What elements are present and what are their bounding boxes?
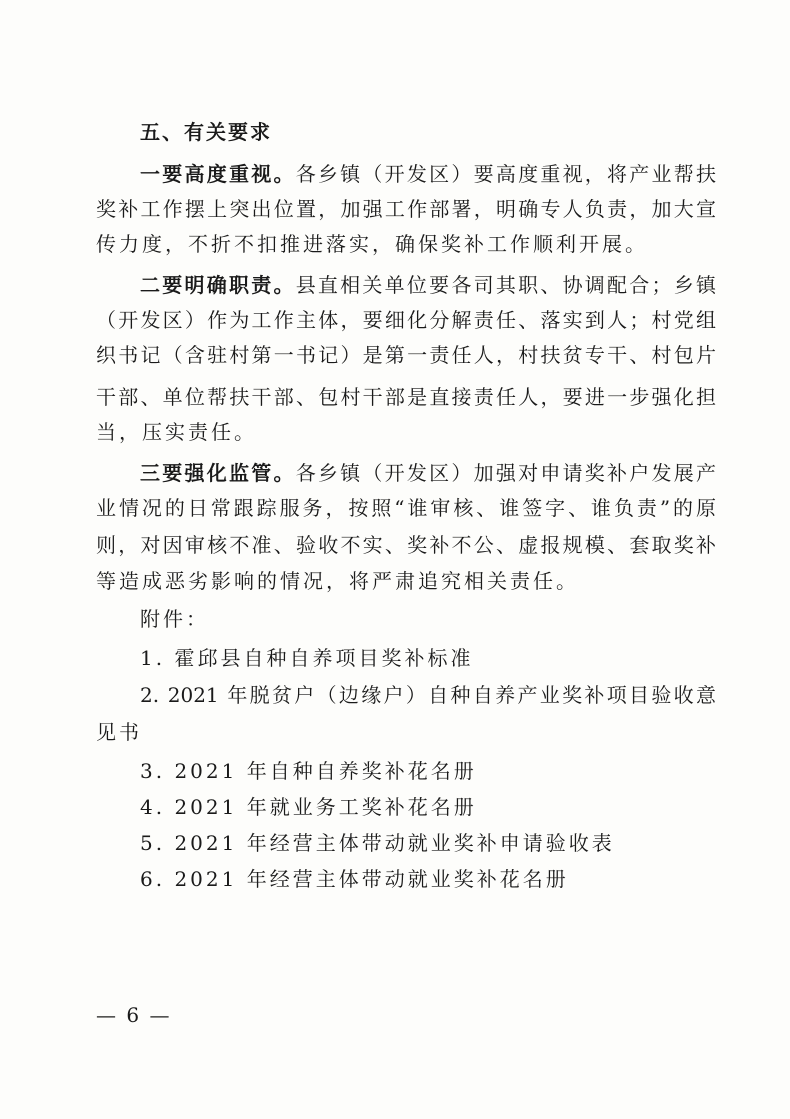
- attachment-item-2: 2. 2021 年脱贫户（边缘户）自种自养产业奖补项目验收意: [140, 683, 716, 707]
- paragraph-2-line-1: [140, 272, 716, 298]
- paragraph-1-lead: 一要高度重视。: [140, 162, 296, 186]
- paragraph-2-line-5: 当，压实责任。: [96, 420, 257, 444]
- paragraph-2-line-2: （开发区）作为工作主体，要细化分解责任、落实到人；村党组: [96, 308, 716, 332]
- page-number: — 6 —: [96, 1003, 172, 1027]
- paragraph-1-line-1: [140, 161, 716, 187]
- paragraph-3-line-1: [140, 460, 716, 486]
- paragraph-2-line-3: 织书记（含驻村第一书记）是第一责任人，村扶贫专干、村包片: [96, 343, 716, 367]
- paragraph-3-line-2: 业情况的日常跟踪服务，按照“谁审核、谁签字、谁负责”的原: [96, 496, 716, 520]
- attachment-item-5: 5. 2021 年经营主体带动就业奖补申请验收表: [140, 831, 615, 855]
- attachments-label: 附件：: [140, 607, 209, 631]
- paragraph-3-line-3: 则，对因审核不准、验收不实、奖补不公、虚报规模、套取奖补: [96, 533, 716, 557]
- attachment-item-1: 1. 霍邱县自种自养项目奖补标准: [140, 646, 474, 670]
- paragraph-1-line-2: 奖补工作摆上突出位置，加强工作部署，明确专人负责，加大宣: [96, 197, 716, 221]
- section-heading: 五、有关要求: [140, 120, 272, 144]
- paragraph-2-line-4: 干部、单位帮扶干部、包村干部是直接责任人，要进一步强化担: [96, 385, 716, 409]
- paragraph-3-text: 各乡镇（开发区）加强对申请奖补户发展产: [295, 461, 717, 485]
- paragraph-3-line-4: 等造成恶劣影响的情况，将严肃追究相关责任。: [96, 569, 579, 593]
- paragraph-2-lead: 二要明确职责。: [140, 273, 296, 297]
- paragraph-2-text: 县直相关单位要各司其职、协调配合；乡镇: [295, 273, 717, 297]
- paragraph-1-line-3: 传力度，不折不扣推进落实，确保奖补工作顺利开展。: [96, 232, 648, 256]
- attachment-item-4: 4. 2021 年就业务工奖补花名册: [140, 795, 477, 819]
- paragraph-1-text: 各乡镇（开发区）要高度重视，将产业帮扶: [295, 162, 717, 186]
- attachment-item-6: 6. 2021 年经营主体带动就业奖补花名册: [140, 867, 569, 891]
- paragraph-3-lead: 三要强化监管。: [140, 461, 296, 485]
- attachment-item-3: 3. 2021 年自种自养奖补花名册: [140, 759, 477, 783]
- attachment-item-2-continued: 见书: [96, 720, 142, 744]
